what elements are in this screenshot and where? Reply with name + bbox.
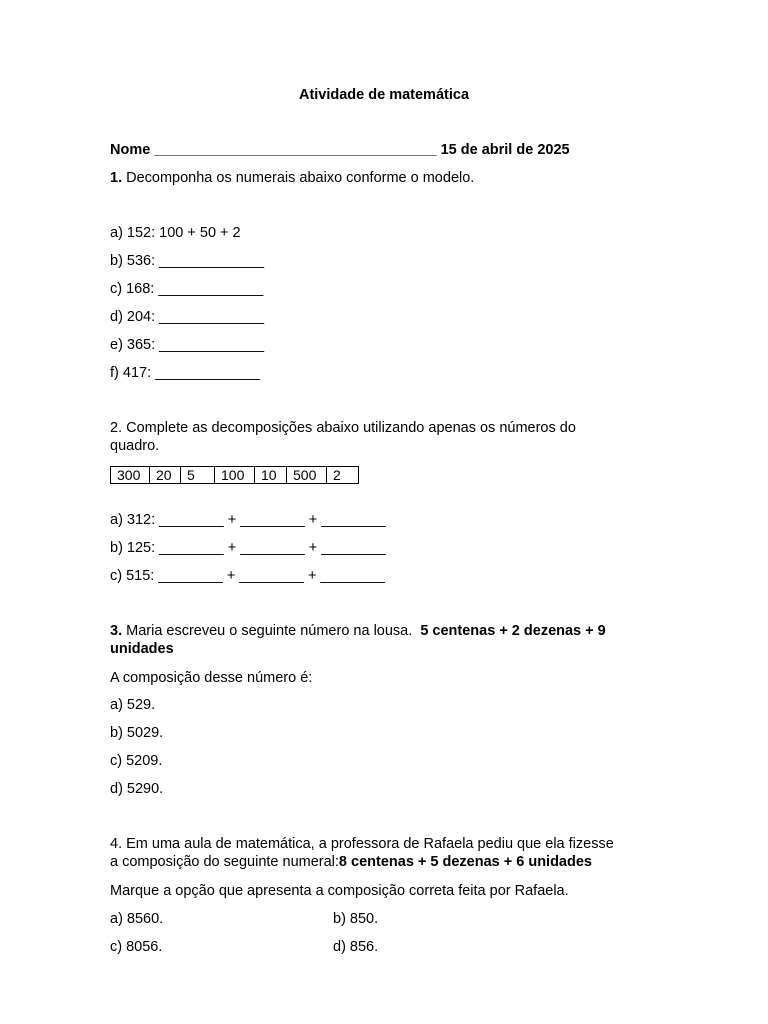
page-title: Atividade de matemática [298, 87, 470, 103]
q2-item: b) 125: ________ + ________ + ________ [110, 540, 386, 556]
date: 15 de abril de 2025 [440, 142, 570, 158]
name-label: Nome [110, 142, 151, 158]
q2-statement-line2: quadro. [110, 438, 160, 454]
number-box [110, 466, 359, 484]
q1-item: e) 365: _____________ [110, 337, 265, 353]
q4-option: a) 8560. [110, 911, 164, 927]
q4-option: c) 8056. [110, 939, 163, 955]
q3-statement [110, 623, 606, 640]
number-box-cell: 5 [181, 467, 215, 484]
q4-statement-line2 [110, 854, 592, 871]
q3-option: a) 529. [110, 697, 156, 713]
q1-item: b) 536: _____________ [110, 253, 265, 269]
number-box-cell: 20 [150, 467, 181, 484]
q4-statement-line1: 4. Em uma aula de matemática, a professora de Rafaela pediu que ela fizesse [110, 836, 614, 852]
q1-text: Decomponha os numerais abaixo conforme o modelo. [126, 170, 475, 186]
q1-item: f) 417: _____________ [110, 365, 260, 381]
q3-highlight-line2: unidades [110, 641, 174, 657]
number-box-cell: 2 [327, 467, 359, 484]
q4-question: Marque a opção que apresenta a composição correta feita por Rafaela. [110, 883, 569, 899]
name-blank: ___________________________________ [154, 142, 437, 158]
number-box-cell: 300 [111, 467, 150, 484]
q2-statement-line1: 2. Complete as decomposições abaixo utilizando apenas os números do [110, 420, 576, 436]
q3-number: 3. [110, 623, 123, 639]
q1-item: c) 168: _____________ [110, 281, 264, 297]
number-box-cell: 10 [255, 467, 287, 484]
q3-highlight: 5 centenas + 2 dezenas + 9 [420, 623, 606, 639]
q2-item: a) 312: ________ + ________ + ________ [110, 512, 386, 528]
q2-item: c) 515: ________ + ________ + ________ [110, 568, 385, 584]
number-box-cell: 500 [287, 467, 327, 484]
q3-option: b) 5029. [110, 725, 164, 741]
q3-text: Maria escreveu o seguinte número na lousa. [126, 623, 413, 639]
q4-option: d) 856. [333, 939, 379, 955]
q3-option: d) 5290. [110, 781, 164, 797]
q3-question: A composição desse número é: [110, 670, 313, 686]
name-line [110, 142, 570, 159]
q4-text: a composição do seguinte numeral: [110, 854, 339, 870]
q1-item: a) 152: 100 + 50 + 2 [110, 225, 241, 241]
number-box-cell: 100 [215, 467, 255, 484]
q1-statement [110, 170, 474, 187]
q4-option: b) 850. [333, 911, 379, 927]
q1-number: 1. [110, 170, 123, 186]
q4-highlight: 8 centenas + 5 dezenas + 6 unidades [338, 854, 592, 870]
q3-option: c) 5209. [110, 753, 163, 769]
q1-item: d) 204: _____________ [110, 309, 265, 325]
